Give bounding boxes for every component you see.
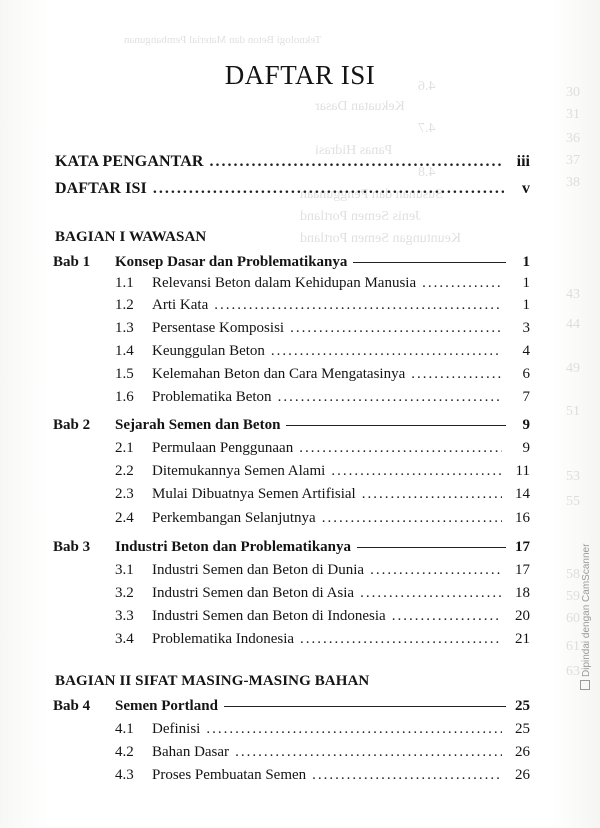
dot-leader: [312, 764, 502, 786]
subsection-number: 4.3: [115, 767, 134, 783]
subsection-number: 2.2: [115, 463, 134, 479]
chapter-rule: [286, 425, 506, 426]
bleed-through-line: Jenis Semen Portland: [300, 209, 421, 224]
bleed-through-page-number: 30: [566, 85, 580, 100]
subsection-row[interactable]: [115, 386, 530, 408]
bleed-through-page-number: 49: [566, 361, 580, 376]
bleed-through-page-number: 58: [566, 567, 580, 582]
subsection-title: Industri Semen dan Beton di Indonesia: [152, 608, 386, 624]
chapter-page-number: 17: [515, 539, 530, 555]
chapter-label: Bab 1: [53, 254, 91, 270]
bleed-through-page-number: 59: [566, 589, 580, 604]
dot-leader: [235, 741, 502, 763]
dot-leader: [322, 507, 502, 529]
chapter-rule: [353, 262, 506, 263]
bleed-through-page-number: 36: [566, 131, 580, 146]
bleed-through-page-number: 63: [566, 664, 580, 679]
toc-entry-daftar-isi[interactable]: [55, 178, 530, 200]
toc-entry-kata-pengantar[interactable]: [55, 151, 530, 173]
subsection-row[interactable]: [115, 559, 530, 581]
dot-leader: [278, 386, 502, 408]
subsection-number: 1.1: [115, 275, 134, 291]
toc-entry-label: DAFTAR ISI: [55, 180, 147, 197]
subsection-page-number: 18: [515, 585, 530, 601]
chapter-label: Bab 4: [53, 698, 91, 714]
bleed-through-page-number: 55: [566, 494, 580, 509]
subsection-row[interactable]: [115, 628, 530, 650]
dot-leader: [271, 340, 502, 362]
subsection-page-number: 21: [515, 631, 530, 647]
subsection-row[interactable]: [115, 764, 530, 786]
bleed-through-line: Keuntungan Semen Portland: [300, 231, 461, 246]
subsection-title: Keunggulan Beton: [152, 343, 265, 359]
chapter-page-number: 1: [522, 254, 530, 270]
bleed-through-page-number: 60: [566, 611, 580, 626]
subsection-title: Ditemukannya Semen Alami: [152, 463, 326, 479]
subsection-page-number: 14: [515, 486, 530, 502]
chapter-row[interactable]: [115, 251, 530, 273]
subsection-page-number: 26: [515, 767, 530, 783]
bleed-through-line: Susunan dan Penggunaan: [300, 187, 444, 202]
subsection-row[interactable]: [115, 272, 530, 294]
subsection-page-number: 9: [522, 440, 530, 456]
chapter-page-number: 9: [522, 417, 530, 433]
dot-leader: [411, 363, 502, 385]
dot-leader: [360, 582, 502, 604]
dot-leader: [290, 317, 502, 339]
subsection-page-number: 1: [522, 275, 530, 291]
subsection-page-number: 26: [515, 744, 530, 760]
bleed-through-line: Panas Hidrasi: [315, 143, 393, 158]
dot-leader: [153, 178, 504, 200]
subsection-row[interactable]: [115, 437, 530, 459]
subsection-title: Problematika Beton: [152, 389, 272, 405]
chapter-rule: [357, 547, 506, 548]
subsection-row[interactable]: [115, 582, 530, 604]
subsection-row[interactable]: [115, 363, 530, 385]
chapter-page-number: 25: [515, 698, 530, 714]
subsection-row[interactable]: [115, 317, 530, 339]
chapter-title: Semen Portland: [115, 698, 218, 714]
dot-leader: [370, 559, 502, 581]
subsection-number: 4.1: [115, 721, 134, 737]
bleed-through-page-number: 38: [566, 175, 580, 190]
subsection-page-number: 17: [515, 562, 530, 578]
bleed-through-line: 4.8: [418, 165, 436, 180]
subsection-row[interactable]: [115, 741, 530, 763]
section-title-bagian-i: BAGIAN I WAWASAN: [55, 229, 207, 245]
scanner-watermark-text: Dipindai dengan CamScanner: [581, 543, 592, 677]
subsection-page-number: 25: [515, 721, 530, 737]
subsection-row[interactable]: [115, 605, 530, 627]
subsection-title: Problematika Indonesia: [152, 631, 295, 647]
subsection-title: Proses Pembuatan Semen: [152, 767, 307, 783]
subsection-number: 1.3: [115, 320, 134, 336]
subsection-title: Industri Semen dan Beton di Asia: [152, 585, 355, 601]
bleed-through-page-number: 43: [566, 287, 580, 302]
bleed-through-line: Kekuatan Dasar: [315, 99, 405, 114]
subsection-row[interactable]: [115, 507, 530, 529]
subsection-number: 2.4: [115, 510, 134, 526]
subsection-number: 1.6: [115, 389, 134, 405]
subsection-number: 3.4: [115, 631, 134, 647]
subsection-row[interactable]: [115, 294, 530, 316]
subsection-page-number: 1: [522, 297, 530, 313]
subsection-title: Permulaan Penggunaan: [152, 440, 294, 456]
subsection-page-number: 11: [515, 463, 530, 479]
subsection-title: Mulai Dibuatnya Semen Artifisial: [152, 486, 356, 502]
chapter-title: Sejarah Semen dan Beton: [115, 417, 281, 433]
bleed-through-page-number: 51: [566, 404, 580, 419]
dot-leader: [331, 460, 502, 482]
subsection-number: 2.1: [115, 440, 134, 456]
bleed-through-line: 4.7: [418, 121, 436, 136]
toc-page-number: v: [522, 180, 530, 197]
subsection-page-number: 7: [522, 389, 530, 405]
scanner-watermark: [580, 543, 596, 690]
subsection-page-number: 6: [522, 366, 530, 382]
bleed-through-page-number: 53: [566, 469, 580, 484]
subsection-title: Persentase Komposisi: [152, 320, 285, 336]
subsection-number: 1.4: [115, 343, 134, 359]
dot-leader: [206, 718, 502, 740]
subsection-row[interactable]: [115, 340, 530, 362]
dot-leader: [300, 628, 502, 650]
dot-leader: [392, 605, 502, 627]
toc-page-number: iii: [516, 153, 530, 170]
chapter-rule: [224, 706, 506, 707]
subsection-title: Industri Semen dan Beton di Dunia: [152, 562, 365, 578]
dot-leader: [214, 294, 502, 316]
chapter-label: Bab 3: [53, 539, 91, 555]
subsection-number: 2.3: [115, 486, 134, 502]
dot-leader: [299, 437, 502, 459]
subsection-page-number: 20: [515, 608, 530, 624]
bleed-through-page-number: 37: [566, 153, 580, 168]
subsection-page-number: 3: [522, 320, 530, 336]
camscanner-icon: [580, 680, 590, 690]
bleed-through-line: 4.6: [418, 79, 436, 94]
chapter-row[interactable]: [115, 695, 530, 717]
chapter-title: Konsep Dasar dan Problematikanya: [115, 254, 348, 270]
bleed-through-page-number: 61: [566, 639, 580, 654]
dot-leader: [210, 151, 504, 173]
subsection-title: Arti Kata: [152, 297, 209, 313]
chapter-row[interactable]: [115, 536, 530, 558]
toc-entry-label: KATA PENGANTAR: [55, 153, 204, 170]
subsection-number: 1.2: [115, 297, 134, 313]
subsection-title: Bahan Dasar: [152, 744, 230, 760]
subsection-row[interactable]: [115, 460, 530, 482]
dot-leader: [422, 272, 502, 294]
subsection-number: 4.2: [115, 744, 134, 760]
subsection-title: Perkembangan Selanjutnya: [152, 510, 316, 526]
subsection-title: Relevansi Beton dalam Kehidupan Manusia: [152, 275, 417, 291]
chapter-row[interactable]: [115, 414, 530, 436]
subsection-page-number: 16: [515, 510, 530, 526]
dot-leader: [362, 483, 502, 505]
page-title: DAFTAR ISI: [224, 60, 376, 90]
subsection-title: Definisi: [152, 721, 201, 737]
subsection-title: Kelemahan Beton dan Cara Mengatasinya: [152, 366, 406, 382]
chapter-title: Industri Beton dan Problematikanya: [115, 539, 352, 555]
bleed-through-header: Teknologi Beton dan Material Pembangunan: [124, 34, 322, 46]
subsection-row[interactable]: [115, 718, 530, 740]
bleed-through-page-number: 44: [566, 317, 580, 332]
subsection-row[interactable]: [115, 483, 530, 505]
subsection-number: 3.3: [115, 608, 134, 624]
section-title-bagian-ii: BAGIAN II SIFAT MASING-MASING BAHAN: [55, 673, 370, 689]
chapter-label: Bab 2: [53, 417, 91, 433]
bleed-through-page-number: 31: [566, 107, 580, 122]
subsection-page-number: 4: [522, 343, 530, 359]
subsection-number: 3.1: [115, 562, 134, 578]
subsection-number: 1.5: [115, 366, 134, 382]
subsection-number: 3.2: [115, 585, 134, 601]
